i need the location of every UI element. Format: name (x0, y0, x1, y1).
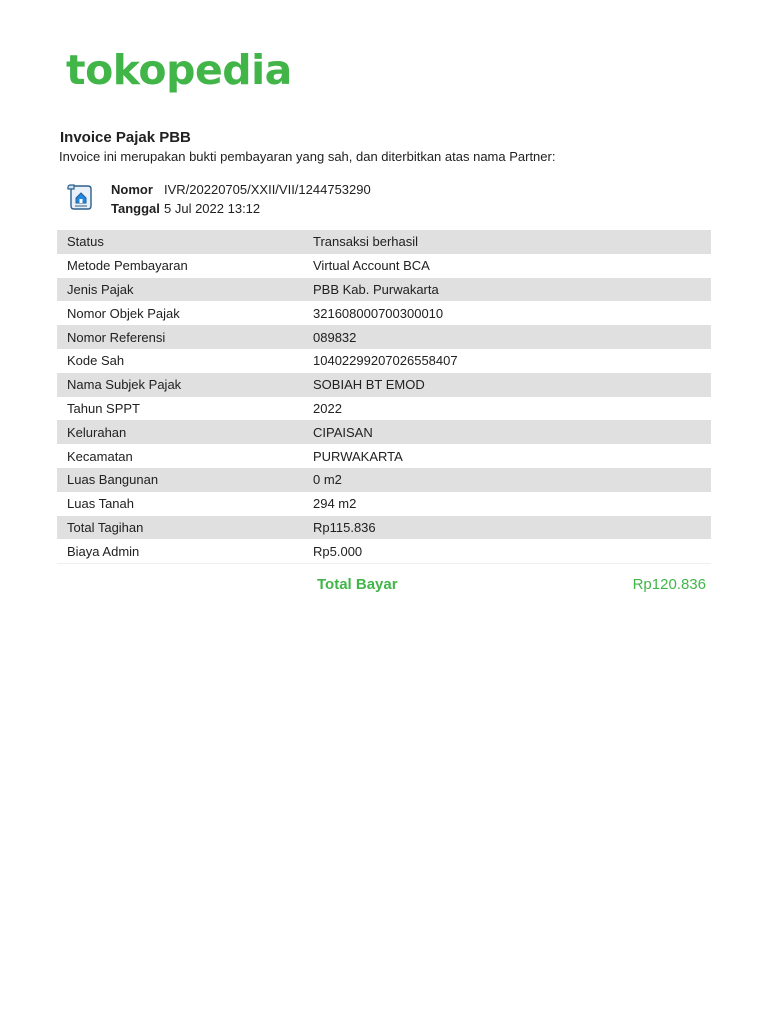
detail-label: Status (57, 230, 313, 254)
detail-label: Tahun SPPT (67, 400, 140, 416)
detail-value: 089832 (313, 325, 711, 349)
invoice-subtitle: Invoice ini merupakan bukti pembayaran yang sah, dan diterbitkan atas nama Partner: (59, 149, 556, 164)
detail-label: Luas Bangunan (57, 468, 313, 492)
tanggal-label: Tanggal (111, 201, 160, 216)
tanggal-row (111, 199, 371, 218)
invoice-meta (111, 180, 371, 218)
detail-label: Jenis Pajak (57, 278, 313, 302)
table-row (57, 420, 711, 444)
tanggal-value: 5 Jul 2022 13:12 (164, 201, 261, 216)
table-row (57, 278, 711, 302)
table-row (57, 492, 711, 516)
detail-value: 0 m2 (313, 468, 711, 492)
table-row (57, 373, 711, 397)
detail-label: Nomor Objek Pajak (67, 305, 180, 321)
table-row (57, 301, 711, 325)
table-row (57, 349, 711, 373)
detail-value: SOBIAH BT EMOD (313, 373, 711, 397)
detail-value: PBB Kab. Purwakarta (313, 278, 711, 302)
total-bayar-value: Rp120.836 (632, 576, 706, 593)
table-row (57, 397, 711, 421)
detail-value: CIPAISAN (313, 420, 711, 444)
detail-label: Metode Pembayaran (67, 258, 188, 274)
nomor-value: IVR/20220705/XXII/VII/1244753290 (164, 182, 371, 197)
detail-label: Kelurahan (57, 420, 313, 444)
table-row (57, 468, 711, 492)
detail-label: Biaya Admin (57, 539, 313, 563)
detail-label: Nomor Referensi (57, 325, 313, 349)
table-row (57, 254, 711, 278)
detail-value: PURWAKARTA (313, 448, 403, 464)
detail-label: Nama Subjek Pajak (57, 373, 313, 397)
detail-value: Rp115.836 (313, 516, 711, 540)
receipt-icon (66, 182, 96, 212)
detail-value: Virtual Account BCA (313, 258, 430, 274)
detail-value: 10402299207026558407 (313, 353, 458, 369)
detail-value: Rp5.000 (313, 539, 711, 563)
tokopedia-logo: tokopedia (66, 46, 292, 94)
invoice-detail-table (57, 230, 711, 564)
detail-value: 321608000700300010 (313, 305, 444, 321)
detail-value: 294 m2 (313, 496, 357, 512)
invoice-title: Invoice Pajak PBB (60, 129, 191, 146)
detail-value: Transaksi berhasil (313, 230, 711, 254)
detail-label: Kode Sah (67, 353, 125, 369)
table-row (57, 325, 711, 349)
nomor-label: Nomor (111, 182, 153, 197)
table-row (57, 516, 711, 540)
detail-label: Kecamatan (67, 448, 133, 464)
total-bayar-label: Total Bayar (317, 576, 398, 593)
detail-label: Total Tagihan (57, 516, 313, 540)
nomor-row (111, 180, 371, 199)
detail-value: 2022 (313, 400, 342, 416)
table-row (57, 230, 711, 254)
detail-label: Luas Tanah (67, 496, 134, 512)
table-row (57, 539, 711, 563)
table-row (57, 444, 711, 468)
